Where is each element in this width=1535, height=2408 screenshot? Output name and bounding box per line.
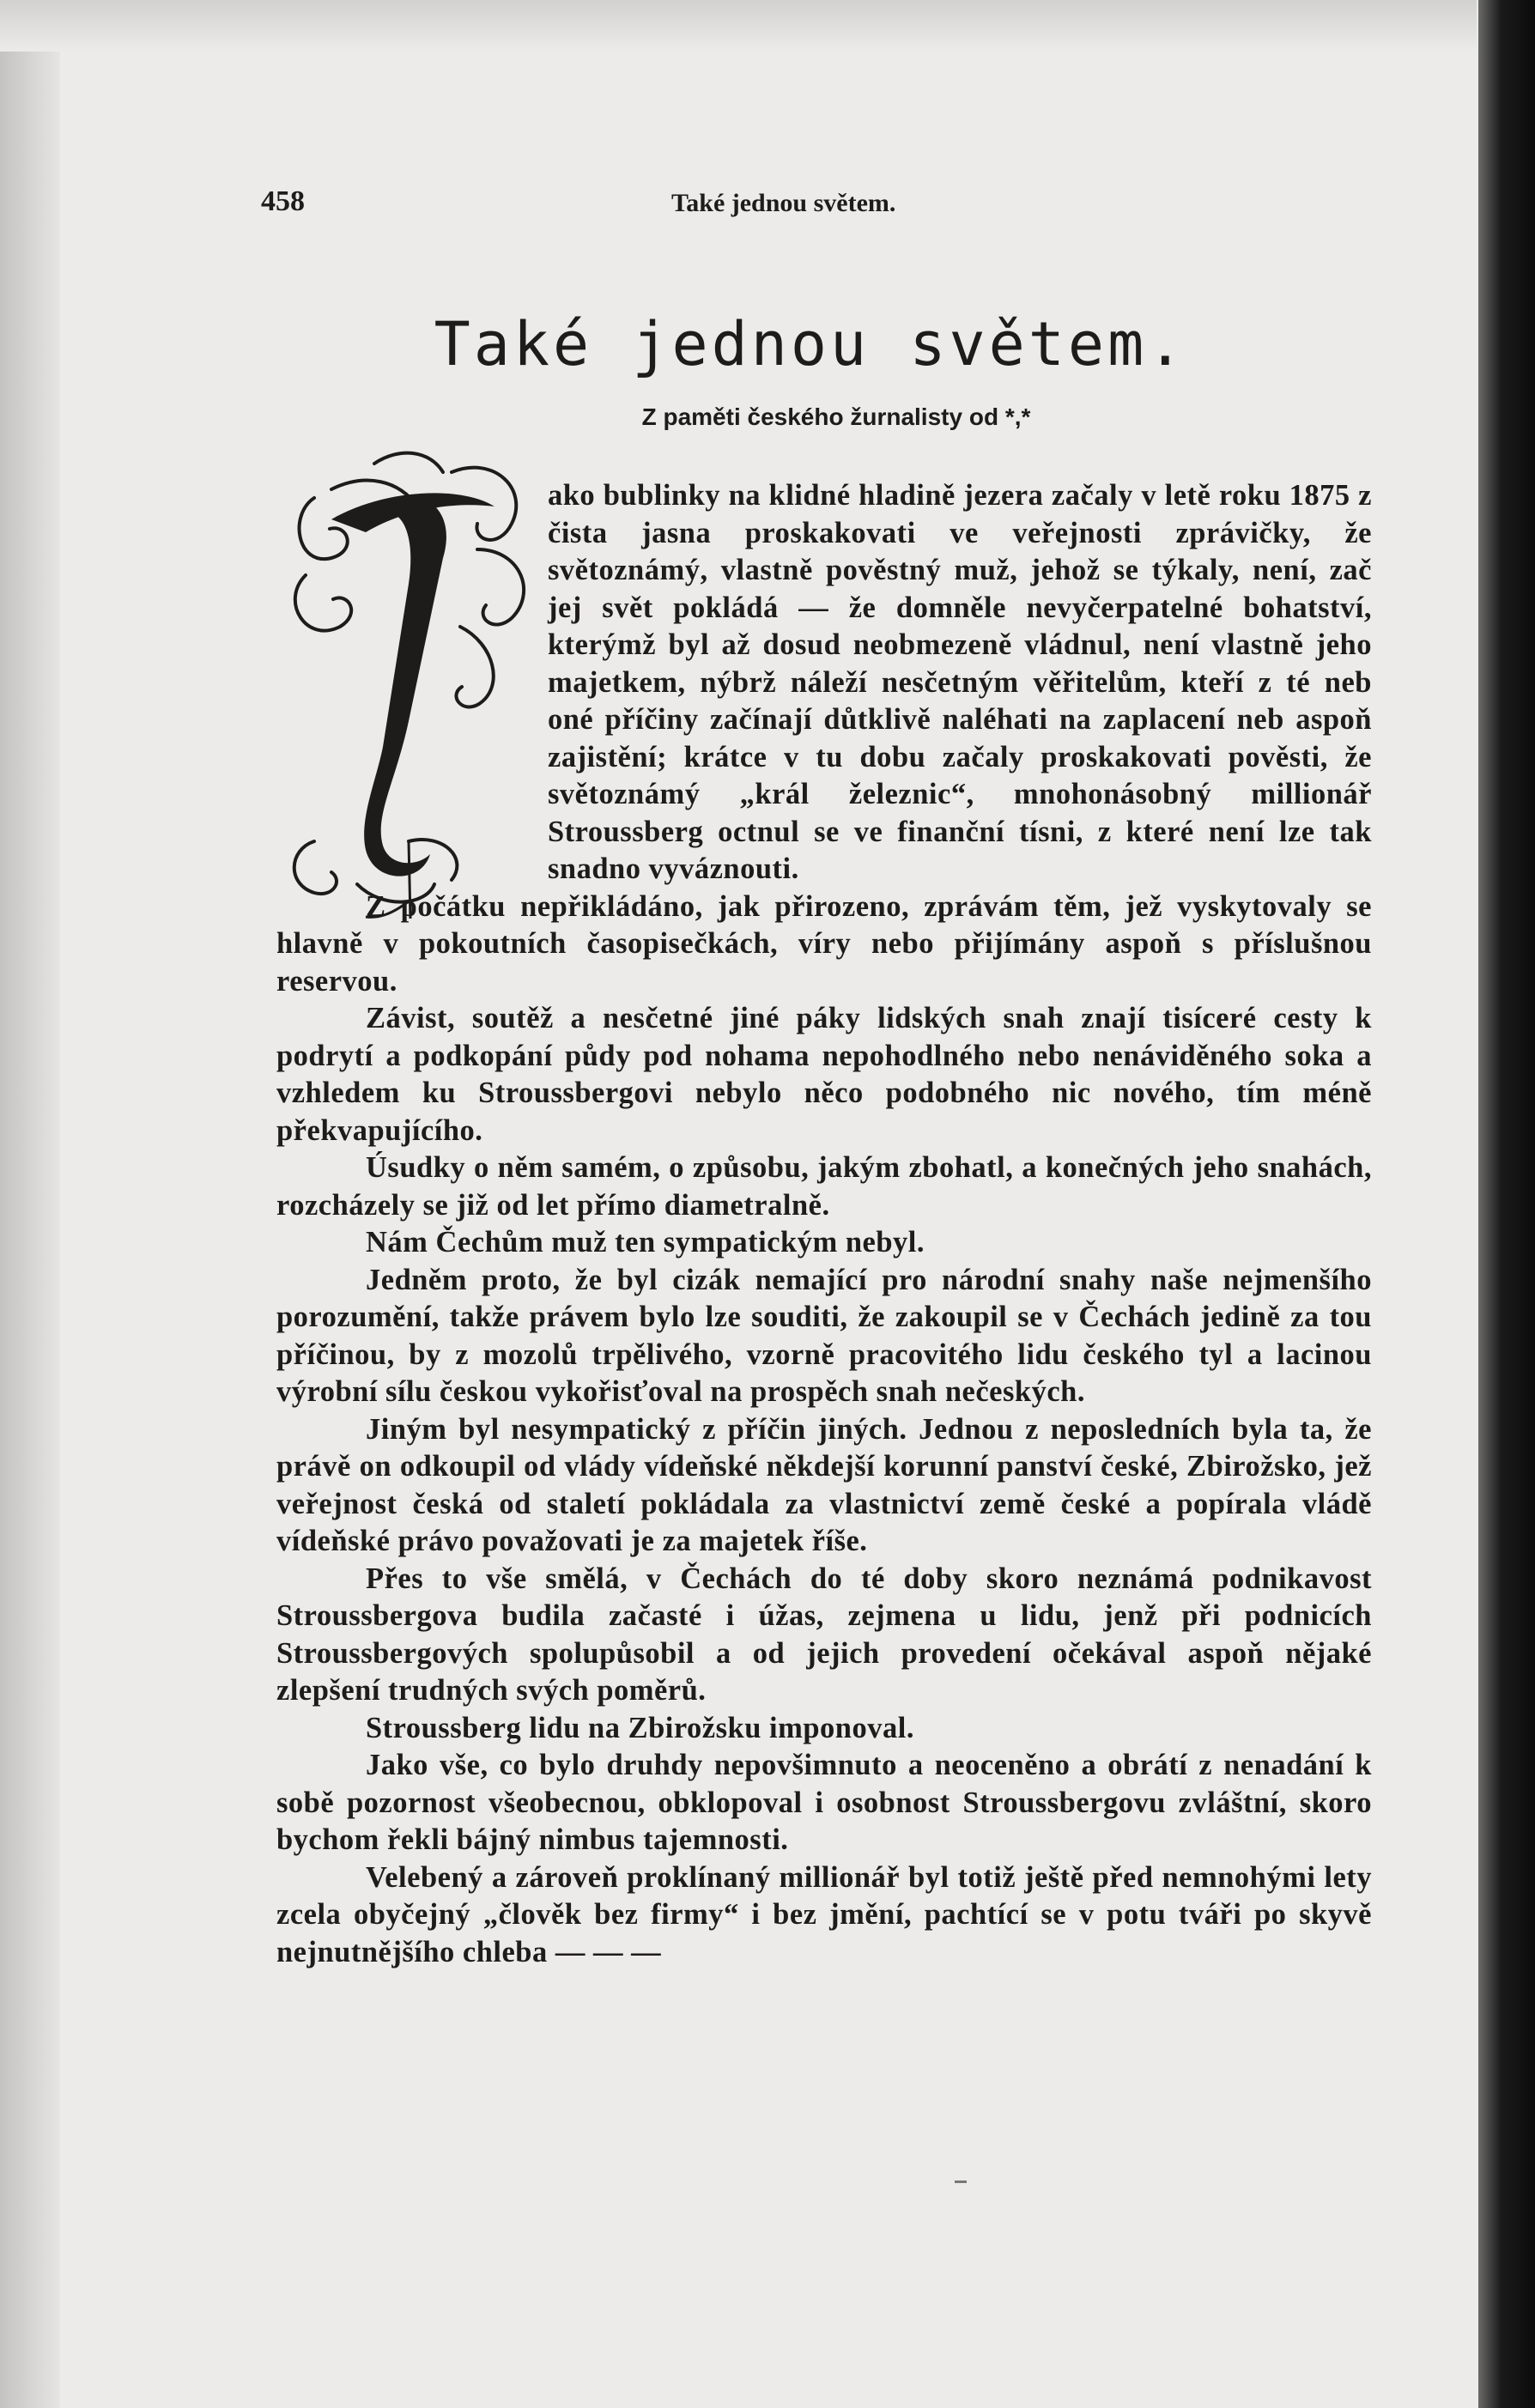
article-subtitle: Z paměti českého žurnalisty od *,* [641,403,1031,430]
top-shadow [0,0,1477,52]
paragraph-7: Přes to vše smělá, v Čechách do té doby skoro neznámá podnikavost Stroussbergova budila začasté i úžas, zejmena u lidu, jenž při podnicích Stroussbergových spolupůsobil a od jejich provedení očekával aspoň nějaké zlepšení trudných svých poměrů. [276,1562,1372,1707]
paragraph-6: Jiným byl nesympatický z příčin jiných. Jednou z neposledních byla ta, že právě on odkoupil od vlády vídeňské někdejší korunní panství české, Zbirožsko, jež veřejnost česká od staletí pokládala za vlastnictví země české a popírala vládě vídeňské právo považovati je za majetek říše. [276,1412,1372,1557]
paragraph-5: Jedněm proto, že byl cizák nemající pro národní snahy naše nejmenšího porozumění, takže právem bylo lze souditi, že zakoupil se v Čechách jedině za tou příčinou, by z mozolů trpělivého, vzorně pracovitého lidu českého tyl a lacinou výrobní sílu českou vykořisťoval na prospěch snah nečeských. [276,1263,1372,1408]
paragraph-9: Jako vše, co bylo druhdy nepovšimnuto a neoceněno a obrátí z nenadání k sobě pozornost všeobecnou, obklopoval i osobnost Stroussbergovu zvláštní, skoro bychom řekli bájný nimbus tajemnosti. [276,1749,1372,1856]
running-head: Také jednou světem. [671,189,896,217]
opening-paragraph: ako bublinky na klidné hladině jezera začaly v letě roku 1875 z čista jasna proskakovati ve veřejnosti zprávičky, že světoznámý, vlastně pověstný muž, jehož se týkaly, není, zač jej svět pokládá — že domněle nevyčerpatelné bohatství, kterýmž byl až dosud neobmezeně vládnul, není vlastně jeho majetkem, nýbrž náleží nesčetným věřitelům, kteří z té neb oné příčiny začínají důtklivě naléhati na zaplacení neb aspoň zajistění; krátce v tu dobu začaly proskakovati pověsti, že světoznámý „král železnic“, mnohonásobný millionář Stroussberg octnul se ve finanční tísni, z které není lze tak snadno vyváznouti. [548,479,1372,885]
page-header [261,185,1240,227]
paragraph-1: Z počátku nepřikládáno, jak přirozeno, zprávám těm, jež vyskytovaly se hlavně v pokoutních časopisečkách, víry nebo přijímány aspoň s příslušnou reservou. [276,889,1372,998]
paragraph-8: Stroussberg lidu na Zbirožsku imponoval. [366,1711,914,1744]
article-title: Také jednou světem. [434,309,1187,379]
paragraph-3: Úsudky o něm samém, o způsobu, jakým zbohatl, a konečných jeho snahách, rozcházely se již od let přímo diametralně. [276,1151,1372,1222]
paragraph-2: Závist, soutěž a nesčetné jiné páky lidských snah znají tisíceré cesty k podrytí a podkopání půdy pod nohama nepohodlného nebo nenáviděného soka a vzhledem ku Stroussbergovi nebylo něco podobného nic nového, tím méně překvapujícího. [276,1002,1372,1147]
paragraph-4: Nám Čechům muž ten sympatickým nebyl. [366,1226,925,1259]
scan-speck [955,2181,967,2183]
article-body [276,477,1372,1971]
page-number: 458 [261,185,305,217]
paragraph-10: Velebený a zároveň proklínaný millionář byl totiž ještě před nemnohými lety zcela obyčejný „člověk bez firmy“ i bez jmění, pachtící se v potu tváři po skyvě nejnutnějšího chleba — — — [276,1860,1372,1968]
